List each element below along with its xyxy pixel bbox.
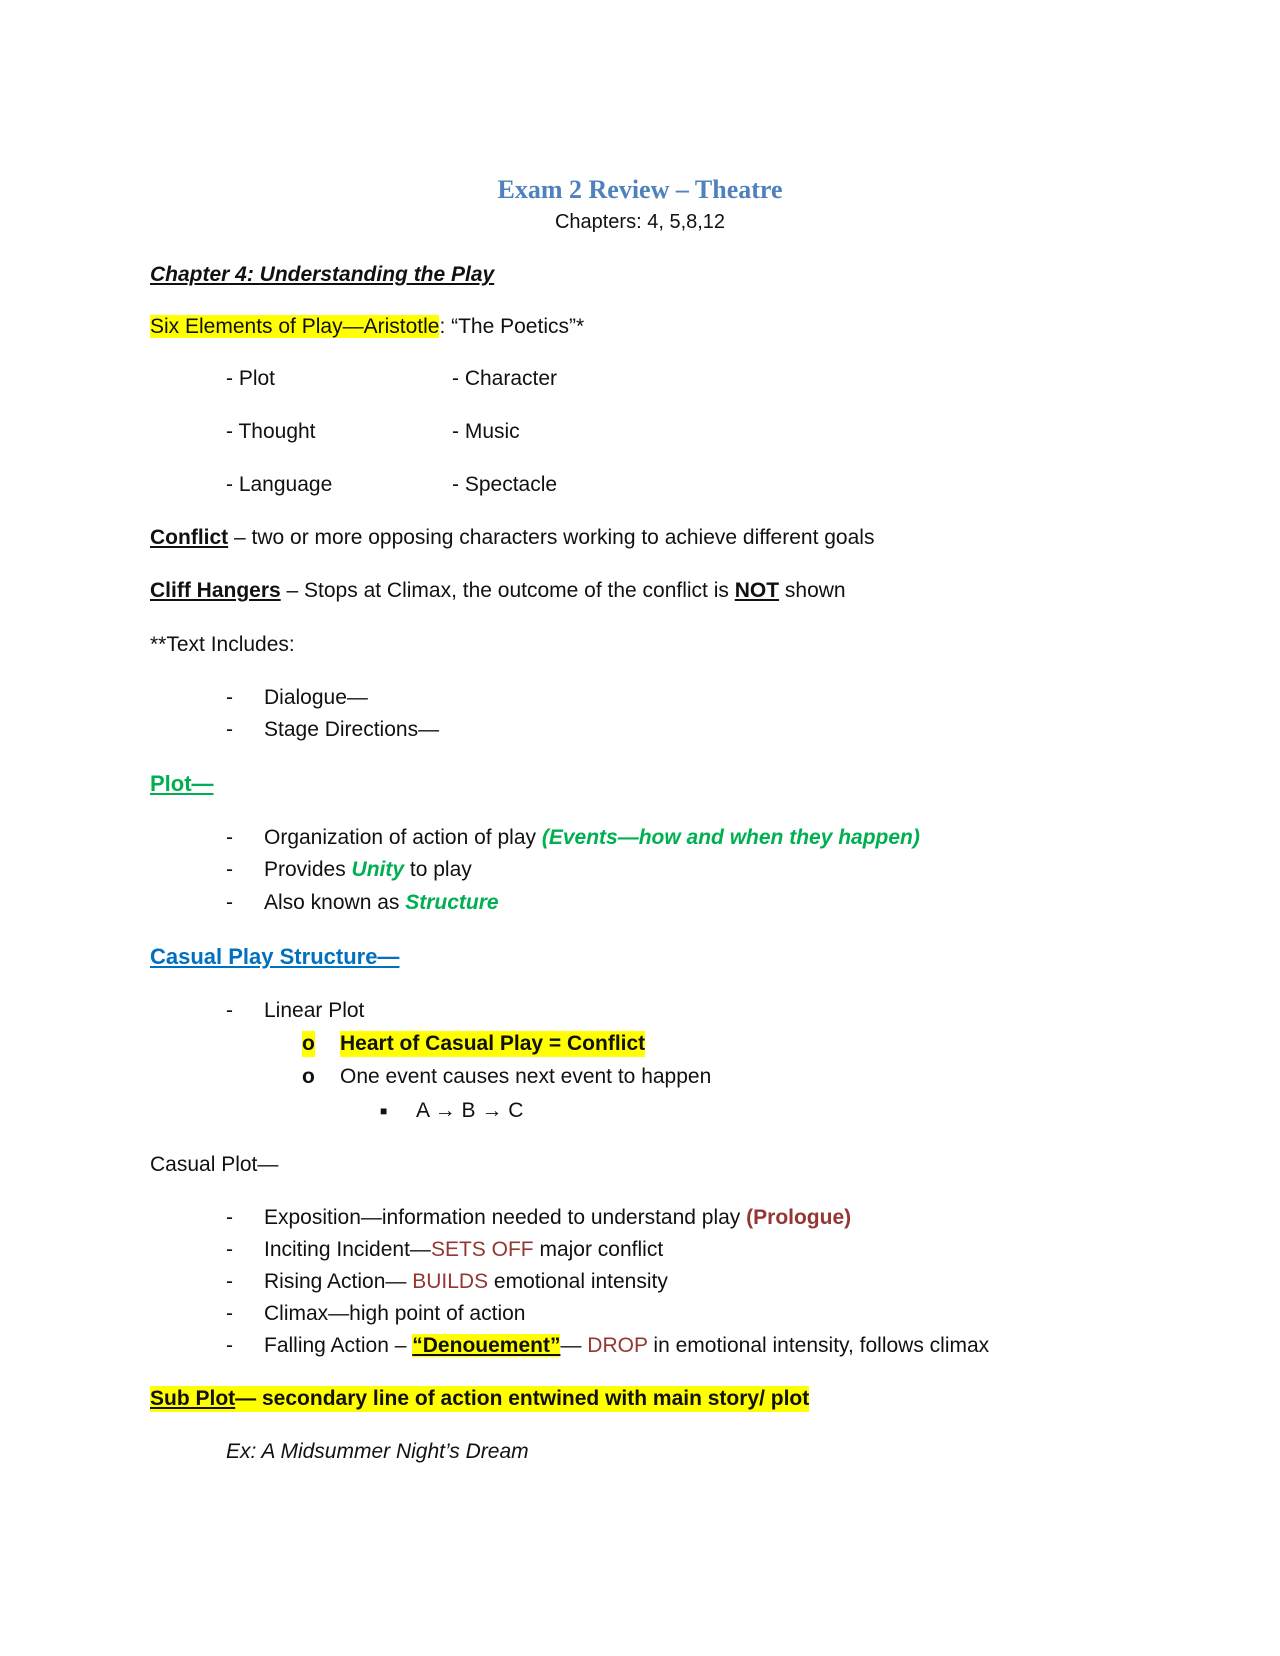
plot-item-unity: Provides Unity to play xyxy=(264,858,472,881)
inciting-incident: Inciting Incident—SETS OFF major conflict xyxy=(264,1238,664,1261)
text-includes-stage-directions: Stage Directions— xyxy=(264,718,440,741)
plot-heading: Plot— xyxy=(150,771,214,796)
page-title: Exam 2 Review – Theatre xyxy=(497,175,783,204)
conflict-term: Conflict xyxy=(150,526,229,549)
subplot-def: — secondary line of action entwined with main story/ plot xyxy=(235,1387,810,1410)
element-music: - Music xyxy=(452,420,520,443)
climax: Climax—high point of action xyxy=(264,1302,526,1325)
element-plot: - Plot xyxy=(226,367,276,390)
page-subtitle: Chapters: 4, 5,8,12 xyxy=(554,211,726,233)
one-event-causes: One event causes next event to happen xyxy=(340,1065,712,1088)
chapter-heading: Chapter 4: Understanding the Play xyxy=(150,263,495,286)
element-thought: - Thought xyxy=(226,420,316,443)
cliff-def-a: – Stops at Climax, the outcome of the conflict is xyxy=(280,579,735,602)
dash-bullet: - xyxy=(226,891,233,914)
subplot-term: Sub Plot xyxy=(150,1387,236,1410)
six-elements-label: Six Elements of Play—Aristotle xyxy=(150,315,440,338)
circle-bullet-icon: o xyxy=(302,1032,315,1055)
dash-bullet: - xyxy=(226,1302,233,1325)
element-language: - Language xyxy=(226,473,333,496)
cliff-def-b: shown xyxy=(779,579,846,602)
six-elements-source: : “The Poetics”* xyxy=(439,315,585,338)
dash-bullet: - xyxy=(226,858,233,881)
casual-plot-label: Casual Plot— xyxy=(150,1153,279,1176)
text-includes-dialogue: Dialogue— xyxy=(264,686,368,709)
rising-action: Rising Action— BUILDS emotional intensity xyxy=(264,1270,668,1293)
falling-action: Falling Action – “Denouement”— DROP in emotional intensity, follows climax xyxy=(264,1334,990,1357)
subplot-definition xyxy=(150,1386,809,1412)
dash-bullet: - xyxy=(226,826,233,849)
text-includes-label: **Text Includes: xyxy=(150,633,295,656)
dash-bullet: - xyxy=(226,999,233,1022)
dash-bullet: - xyxy=(226,1334,233,1357)
conflict-definition xyxy=(150,525,874,551)
exposition: Exposition—information needed to understand play (Prologue) xyxy=(264,1206,852,1229)
heart-of-casual-play: Heart of Casual Play = Conflict xyxy=(340,1032,646,1055)
dash-bullet: - xyxy=(226,718,233,741)
cliff-hangers-definition xyxy=(150,578,846,604)
cliff-not: NOT xyxy=(734,579,780,602)
subplot-example: Ex: A Midsummer Night’s Dream xyxy=(226,1440,529,1463)
dash-bullet: - xyxy=(226,686,233,709)
linear-plot: Linear Plot xyxy=(264,999,365,1022)
plot-item-structure: Also known as Structure xyxy=(264,891,499,914)
abc-sequence: A → B → C xyxy=(416,1099,524,1122)
circle-bullet-icon: o xyxy=(302,1065,315,1088)
plot-item-organization: Organization of action of play (Events—how and when they happen) xyxy=(264,826,920,849)
dash-bullet: - xyxy=(226,1238,233,1261)
dash-bullet: - xyxy=(226,1206,233,1229)
element-spectacle: - Spectacle xyxy=(452,473,558,496)
element-character: - Character xyxy=(452,367,558,390)
six-elements-line xyxy=(150,314,584,340)
square-bullet-icon: ■ xyxy=(380,1104,388,1118)
cliff-term: Cliff Hangers xyxy=(150,579,281,602)
casual-structure-heading: Casual Play Structure— xyxy=(150,944,400,969)
dash-bullet: - xyxy=(226,1270,233,1293)
conflict-def: – two or more opposing characters working to achieve different goals xyxy=(228,526,875,549)
